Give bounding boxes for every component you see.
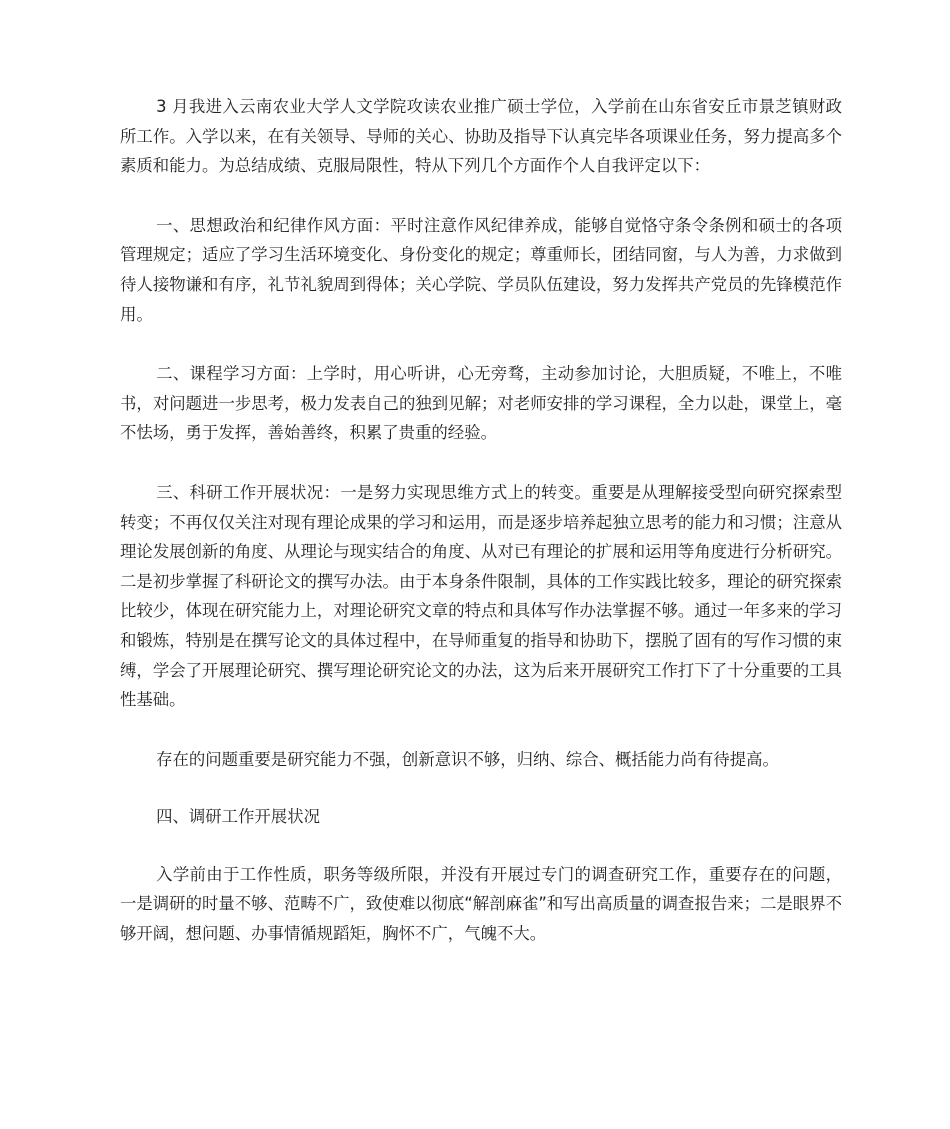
paragraph-research-work: 三、科研工作开展状况：一是努力实现思维方式上的转变。重要是从理解接受型向研究探索型转变；不再仅仅关注对现有理论成果的学习和运用，而是逐步培养起独立思考的能力和习惯；注意从理论发展创新的角度、从理论与现实结合的角度、从对已有理论的扩展和运用等角度进行分析研究。二是初步掌握了科研论文的撰写办法。由于本身条件限制，具体的工作实践比较多，理论的研究探索比较少，体现在研究能力上，对理论研究文章的特点和具体写作办法掌握不够。通过一年多来的学习和锻炼，特别是在撰写论文的具体过程中，在导师重复的指导和协助下，摆脱了固有的写作习惯的束缚，学会了开展理论研究、撰写理论研究论文的办法，这为后来开展研究工作打下了十分重要的工具性基础。	[120, 482, 842, 710]
section-heading-investigation: 四、调研工作开展状况	[156, 807, 320, 827]
paragraph-intro: 3 月我进入云南农业大学人文学院攻读农业推广硕士学位，入学前在山东省安丘市景芝镇财政所工作。入学以来，在有关领导、导师的关心、协助及指导下认真完毕各项课业任务，努力提高多个素质和能力。为总结成绩、克服局限性，特从下列几个方面作个人自我评定以下：	[120, 97, 842, 176]
paragraph-investigation-work: 入学前由于工作性质，职务等级所限，并没有开展过专门的调查研究工作，重要存在的问题，一是调研的时量不够、范畴不广，致使难以彻底“解剖麻雀”和写出高质量的调查报告来；二是眼界不够开阔，想问题、办事情循规蹈矩，胸怀不广，气魄不大。	[120, 864, 842, 944]
document-body	[120, 92, 842, 949]
paragraph-political-discipline: 一、思想政治和纪律作风方面：平时注意作风纪律养成，能够自觉恪守条令条例和硕士的各项管理规定；适应了学习生活环境变化、身份变化的规定；尊重师长，团结同窗，与人为善，力求做到待人接物谦和有序，礼节礼貌周到得体；关心学院、学员队伍建设，努力发挥共产党员的先锋模范作用。	[120, 215, 842, 324]
paragraph-existing-problems: 存在的问题重要是研究能力不强，创新意识不够，归纳、综合、概括能力尚有待提高。	[156, 749, 779, 769]
paragraph-course-study: 二、课程学习方面：上学时，用心听讲，心无旁骛，主动参加讨论，大胆质疑，不唯上，不唯书，对问题进一步思考，极力发表自己的独到见解；对老师安排的学习课程，全力以赴，课堂上，毫不怯场，勇于发挥，善始善终，积累了贵重的经验。	[120, 364, 842, 443]
